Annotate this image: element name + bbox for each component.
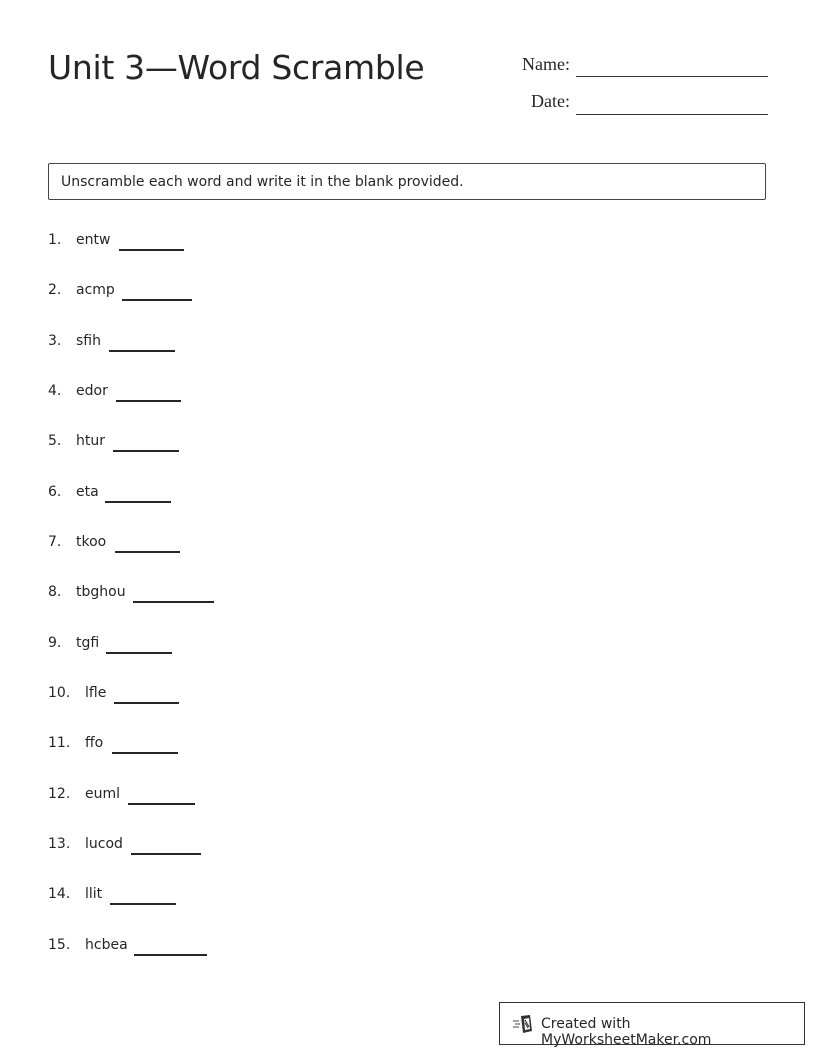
footer-text: Created with MyWorksheetMaker.com	[541, 1016, 712, 1048]
scrambled-word: tgfi	[76, 635, 100, 651]
item-number: 7.	[48, 534, 62, 550]
answer-blank[interactable]	[128, 803, 195, 805]
item-number: 2.	[48, 282, 62, 298]
scrambled-word: tbghou	[76, 584, 126, 600]
answer-blank[interactable]	[133, 601, 214, 603]
item-number: 10.	[48, 685, 71, 701]
item-number: 13.	[48, 836, 71, 852]
item-number: 1.	[48, 232, 62, 248]
date-label: Date:	[531, 91, 570, 111]
item-number: 4.	[48, 383, 62, 399]
item-number: 3.	[48, 333, 62, 349]
scrambled-word: htur	[76, 433, 105, 449]
answer-blank[interactable]	[112, 752, 178, 754]
item-number: 15.	[48, 937, 71, 953]
answer-blank[interactable]	[114, 702, 179, 704]
name-field-label	[500, 54, 570, 76]
item-number: 5.	[48, 433, 62, 449]
item-number: 11.	[48, 735, 71, 751]
scrambled-word: lfle	[85, 685, 107, 701]
answer-blank[interactable]	[105, 501, 171, 503]
instructions-box	[48, 163, 766, 200]
answer-blank[interactable]	[134, 954, 207, 956]
instructions-text: Unscramble each word and write it in the blank provided.	[61, 174, 464, 190]
answer-blank[interactable]	[106, 652, 172, 654]
footer-credit[interactable]	[499, 1002, 805, 1048]
scrambled-word: eta	[76, 484, 99, 500]
item-number: 9.	[48, 635, 62, 651]
item-number: 6.	[48, 484, 62, 500]
scrambled-word: sfih	[76, 333, 101, 349]
page-title: Unit 3—Word Scramble	[48, 48, 425, 87]
item-number: 12.	[48, 786, 71, 802]
item-number: 14.	[48, 886, 71, 902]
answer-blank[interactable]	[131, 853, 201, 855]
date-field-line[interactable]	[576, 114, 768, 115]
name-field-line[interactable]	[576, 76, 768, 77]
scrambled-word: hcbea	[85, 937, 128, 953]
item-number: 8.	[48, 584, 62, 600]
answer-blank[interactable]	[113, 450, 179, 452]
scrambled-word: edor	[76, 383, 108, 399]
scrambled-word: euml	[85, 786, 121, 802]
worksheet-logo-icon	[512, 1014, 536, 1034]
answer-blank[interactable]	[109, 350, 175, 352]
scrambled-word: lucod	[85, 836, 123, 852]
answer-blank[interactable]	[116, 400, 181, 402]
scrambled-word: tkoo	[76, 534, 107, 550]
scrambled-word: acmp	[76, 282, 115, 298]
answer-blank[interactable]	[115, 551, 180, 553]
answer-blank[interactable]	[119, 249, 184, 251]
answer-blank[interactable]	[110, 903, 176, 905]
name-label: Name:	[522, 54, 570, 74]
scrambled-word: llit	[85, 886, 103, 902]
scrambled-word: entw	[76, 232, 111, 248]
scrambled-word: ffo	[85, 735, 104, 751]
date-field-label	[500, 91, 570, 113]
answer-blank[interactable]	[122, 299, 192, 301]
